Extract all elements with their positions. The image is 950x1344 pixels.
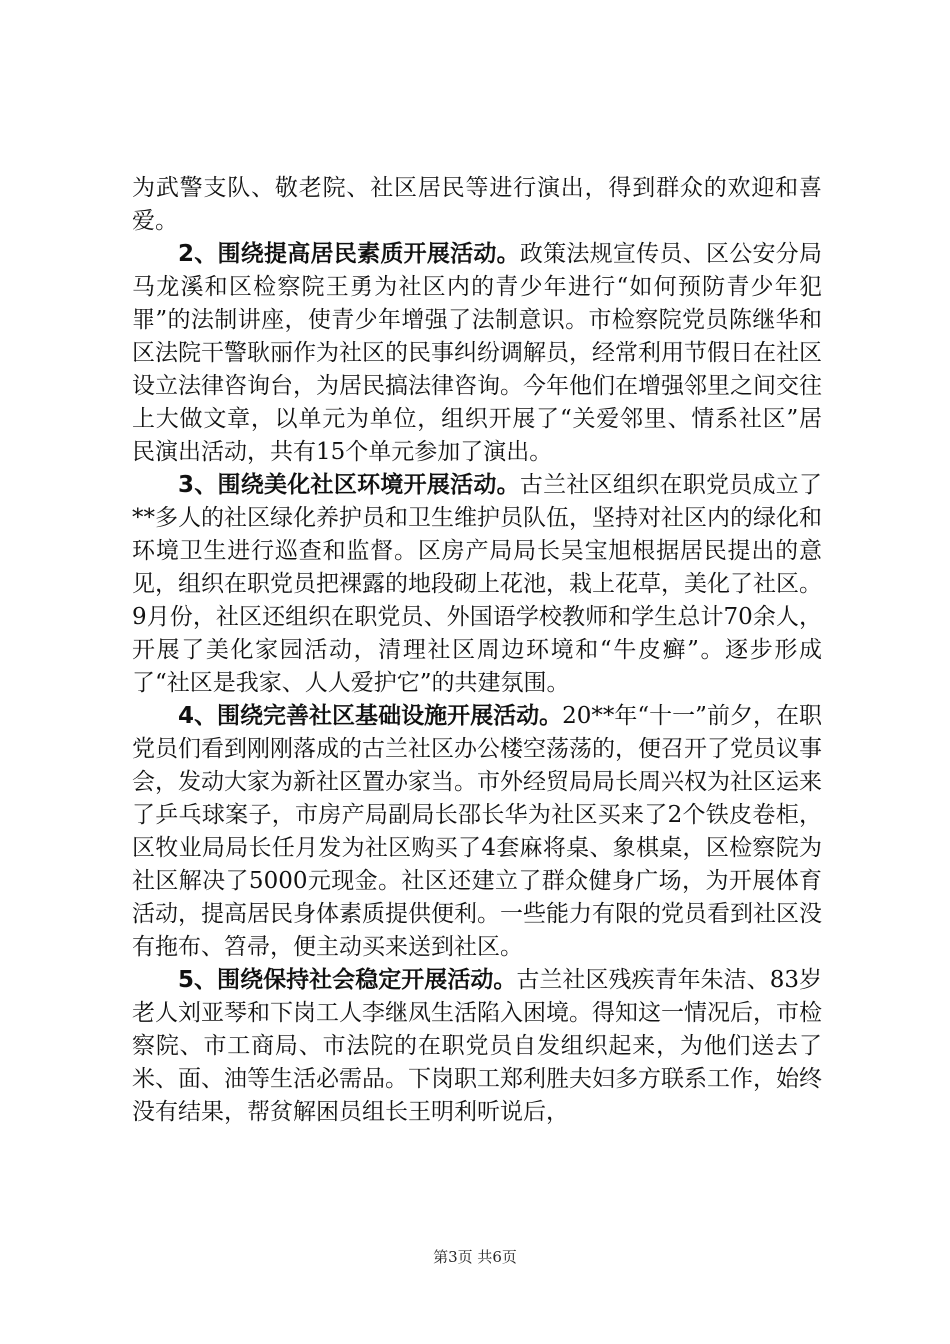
paragraph-text: 古兰社区组织在职党员成立了**多人的社区绿化养护员和卫生维护员队伍，坚持对社区内的绿化和环境卫生进行巡查和监督。区房产局局长吴宝旭根据居民提出的意见，组织在职党员把裸露的地段砌上花池，栽上花草，美化了社区。9月份，社区还组织在职党员、外国语学校教师和学生总计70余人，开展了美化家园活动，清理社区周边环境和“牛皮癣”。逐步形成了“社区是我家、人人爱护它”的共建氛围。: [132, 472, 822, 696]
paragraph-continuation: [132, 172, 822, 238]
document-body: [132, 172, 822, 1129]
page-number-footer: 第3页 共6页: [433, 1248, 517, 1266]
paragraph-item-3: [132, 469, 822, 700]
paragraph-heading: 2、围绕提高居民素质开展活动。: [178, 241, 520, 267]
paragraph-text: 古兰社区残疾青年朱洁、83岁老人刘亚琴和下岗工人李继凤生活陷入困境。得知这一情况后，市检察院、市工商局、市法院的在职党员自发组织起来，为他们送去了米、面、油等生活必需品。下岗职工郑利胜夫妇多方联系工作，始终没有结果，帮贫解困员组长王明利听说后，: [132, 967, 822, 1125]
paragraph-text: 为武警支队、敬老院、社区居民等进行演出，得到群众的欢迎和喜爱。: [132, 175, 822, 234]
paragraph-item-2: [132, 238, 822, 469]
paragraph-heading: 4、围绕完善社区基础设施开展活动。: [178, 703, 563, 729]
paragraph-heading: 3、围绕美化社区环境开展活动。: [178, 472, 520, 498]
paragraph-item-5: [132, 964, 822, 1129]
paragraph-heading: 5、围绕保持社会稳定开展活动。: [178, 967, 517, 993]
paragraph-text: 政策法规宣传员、区公安分局马龙溪和区检察院王勇为社区内的青少年进行“如何预防青少年犯罪”的法制讲座，使青少年增强了法制意识。市检察院党员陈继华和区法院干警耿丽作为社区的民事纠纷调解员，经常利用节假日在社区设立法律咨询台，为居民搞法律咨询。今年他们在增强邻里之间交往上大做文章，以单元为单位，组织开展了“关爱邻里、情系社区”居民演出活动，共有15个单元参加了演出。: [132, 241, 822, 465]
paragraph-item-4: [132, 700, 822, 964]
paragraph-text: 20**年“十一”前夕，在职党员们看到刚刚落成的古兰社区办公楼空荡荡的，便召开了党员议事会，发动大家为新社区置办家当。市外经贸局局长周兴权为社区运来了乒乓球案子，市房产局副局长邵长华为社区买来了2个铁皮卷柜，区牧业局局长任月发为社区购买了4套麻将桌、象棋桌，区检察院为社区解决了5000元现金。社区还建立了群众健身广场，为开展体育活动，提高居民身体素质提供便利。一些能力有限的党员看到社区没有拖布、笤帚，便主动买来送到社区。: [132, 703, 822, 960]
